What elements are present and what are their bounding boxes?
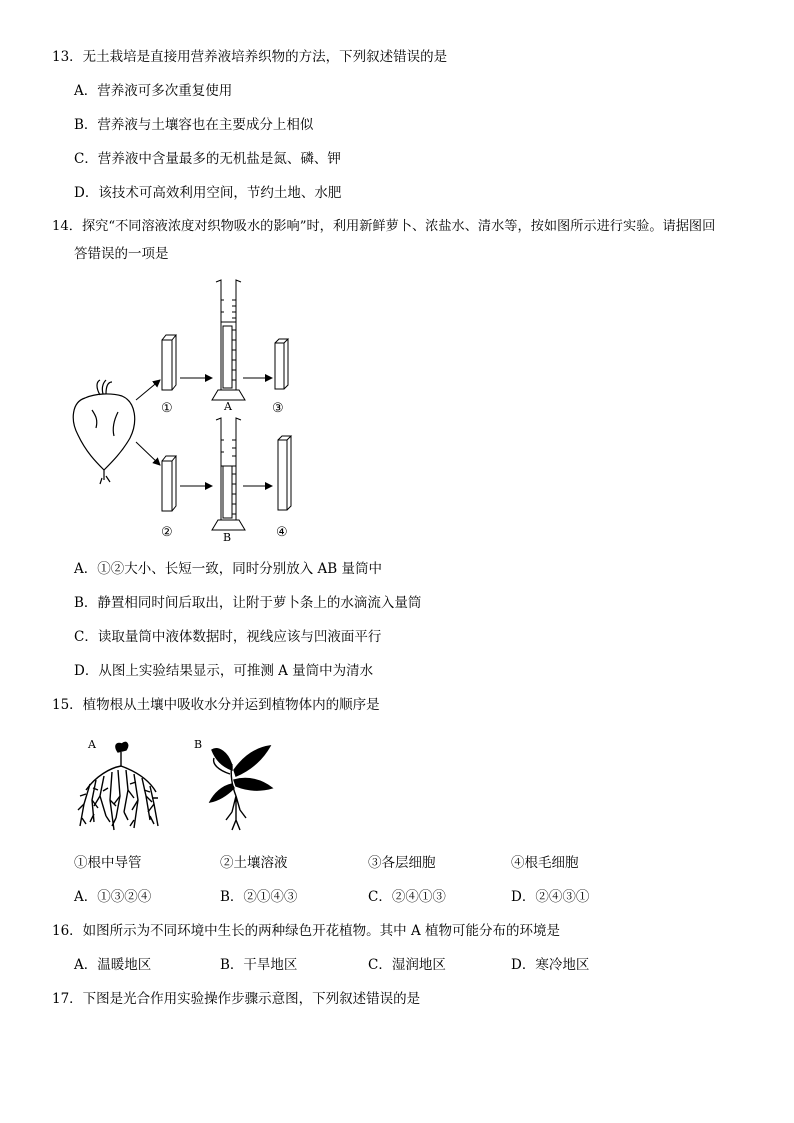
- q15-item-3: ③各层细胞: [368, 855, 436, 871]
- label-strip-1: ①: [161, 401, 173, 416]
- q14-option-b: B．静置相同时间后取出，让附于萝卜条上的水滴流入量筒: [74, 595, 422, 611]
- q15-stem: 15．植物根从土壤中吸收水分并运到植物体内的顺序是: [52, 697, 380, 713]
- radish-drawing: [73, 380, 134, 484]
- q16-option-c: C．湿润地区: [368, 957, 446, 973]
- q14-stem-line2: 答错误的一项是: [74, 246, 169, 262]
- q13-option-b: B．营养液与土壤容也在主要成分上相似: [74, 117, 314, 133]
- q16-option-a: A．温暖地区: [74, 957, 152, 973]
- cylinder-a: [212, 280, 245, 400]
- q13-stem: 13．无土栽培是直接用营养液培养织物的方法，下列叙述错误的是: [52, 49, 448, 65]
- q16-option-b: B．干旱地区: [220, 957, 298, 973]
- strip-3: [275, 339, 288, 389]
- q15-item-4: ④根毛细胞: [511, 855, 579, 871]
- cylinder-b: [212, 418, 245, 530]
- label-strip-4: ④: [276, 525, 288, 540]
- label-plant-b: B: [194, 738, 203, 751]
- label-plant-a: A: [88, 738, 96, 751]
- q14-option-d: D．从图上实验结果显示，可推测 A 量筒中为清水: [74, 663, 374, 679]
- plant-a-drawing: [78, 738, 158, 830]
- label-strip-3: ③: [272, 401, 284, 416]
- q15-option-a: A．①③②④: [74, 889, 152, 905]
- label-cylinder-a: A: [224, 400, 232, 413]
- q15-item-2: ②土壤溶液: [220, 855, 288, 871]
- label-cylinder-b: B: [223, 531, 232, 544]
- q17-stem: 17．下图是光合作用实验操作步骤示意图，下列叙述错误的是: [52, 991, 421, 1007]
- q15-option-c: C．②④①③: [368, 889, 446, 905]
- strip-2: [162, 456, 176, 511]
- q15-option-b: B．②①④③: [220, 889, 298, 905]
- label-strip-2: ②: [161, 525, 173, 540]
- q16-stem: 16．如图所示为不同环境中生长的两种绿色开花植物。其中 A 植物可能分布的环境是: [52, 923, 561, 939]
- q14-option-a: A．①②大小、长短一致，同时分别放入 AB 量筒中: [74, 561, 383, 577]
- q16-option-d: D．寒冷地区: [511, 957, 590, 973]
- plant-b-drawing: [194, 738, 272, 830]
- strip-4: [278, 436, 291, 510]
- q15-option-d: D．②④③①: [511, 889, 590, 905]
- q14-option-c: C．读取量筒中液体数据时，视线应该与凹液面平行: [74, 629, 382, 645]
- q13-option-c: C．营养液中含量最多的无机盐是氮、磷、钾: [74, 151, 341, 167]
- q13-option-a: A．营养液可多次重复使用: [74, 83, 233, 99]
- strip-1: [162, 335, 176, 390]
- q14-stem-line1: 14．探究“不同溶液浓度对织物吸水的影响”时，利用新鲜萝卜、浓盐水、清水等，按如图所示进行实验。请据图回: [52, 219, 716, 234]
- q15-item-1: ①根中导管: [74, 855, 142, 871]
- q13-option-d: D．该技术可高效利用空间，节约土地、水肥: [74, 185, 342, 201]
